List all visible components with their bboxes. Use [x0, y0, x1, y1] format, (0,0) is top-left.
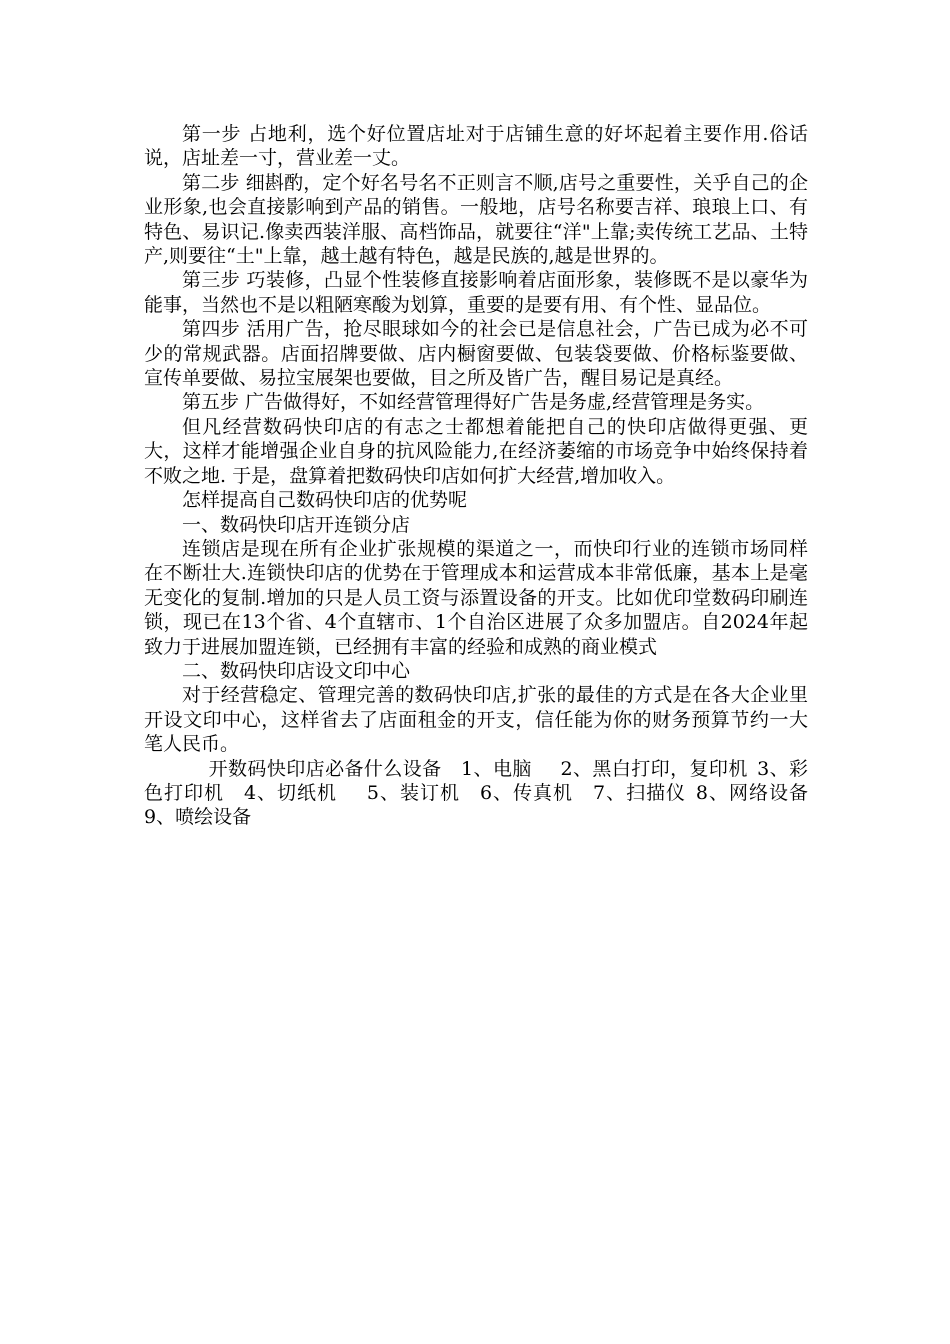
paragraph-step-two: 第二步 细斟酌，定个好名号名不正则言不顺,店号之重要性，关乎自己的企业形象,也会直接影响到产品的销售。一般地，店号名称要吉祥、琅琅上口、有特色、易识记.像卖西装洋服、高档饰品，就要往“洋"上靠;卖传统工艺品、土特产,则要往“土"上靠，越土越有特色，越是民族的,越是世界的。 — [144, 171, 808, 268]
paragraph-step-one: 第一步 占地利，选个好位置店址对于店铺生意的好坏起着主要作用.俗话说，店址差一寸，营业差一丈。 — [144, 123, 808, 170]
paragraph-advantage-question: 怎样提高自己数码快印店的优势呢 — [182, 489, 468, 512]
paragraph-equipment-list: 开数码快印店必备什么设备 1、电脑 2、黑白打印，复印机 3、彩色打印机 4、切纸机 5、装订机 6、传真机 7、扫描仪 8、网络设备 9、喷绘设备 — [144, 757, 828, 829]
paragraph-step-three: 第三步 巧装修，凸显个性装修直接影响着店面形象，装修既不是以豪华为能事，当然也不是以粗陋寒酸为划算，重要的是要有用、有个性、显品位。 — [144, 269, 808, 316]
paragraph-chain-stores: 连锁店是现在所有企业扩张规模的渠道之一，而快印行业的连锁市场同样在不断壮大.连锁快印店的优势在于管理成本和运营成本非常低廉，基本上是毫无变化的复制.增加的只是人员工资与添置设备的开支。比如优印堂数码印刷连锁，现已在13个省、4个直辖市、1个自治区进展了众多加盟店。自2024年起致力于进展加盟连锁，已经拥有丰富的经验和成熟的商业模式 — [144, 537, 808, 658]
paragraph-step-five: 第五步 广告做得好，不如经营管理得好广告是务虚,经营管理是务实。 — [182, 391, 765, 414]
document-body — [144, 122, 828, 830]
paragraph-print-center: 对于经营稳定、管理完善的数码快印店,扩张的最佳的方式是在各大企业里开设文印中心，这样省去了店面租金的开支，信任能为你的财务预算节约一大笔人民币。 — [144, 684, 808, 756]
heading-chain-stores: 一、数码快印店开连锁分店 — [182, 513, 411, 536]
heading-print-center: 二、数码快印店设文印中心 — [182, 659, 411, 682]
paragraph-expansion-intro: 但凡经营数码快印店的有志之士都想着能把自己的快印店做得更强、更大，这样才能增强企业自身的抗风险能力,在经济萎缩的市场竞争中始终保持着不败之地. 于是，盘算着把数码快印店如何扩大经营,增加收入。 — [144, 415, 808, 487]
paragraph-step-four: 第四步 活用广告，抢尽眼球如今的社会已是信息社会，广告已成为必不可少的常规武器。店面招牌要做、店内橱窗要做、包装袋要做、价格标鉴要做、宣传单要做、易拉宝展架也要做，目之所及皆广告，醒目易记是真经。 — [144, 318, 808, 390]
